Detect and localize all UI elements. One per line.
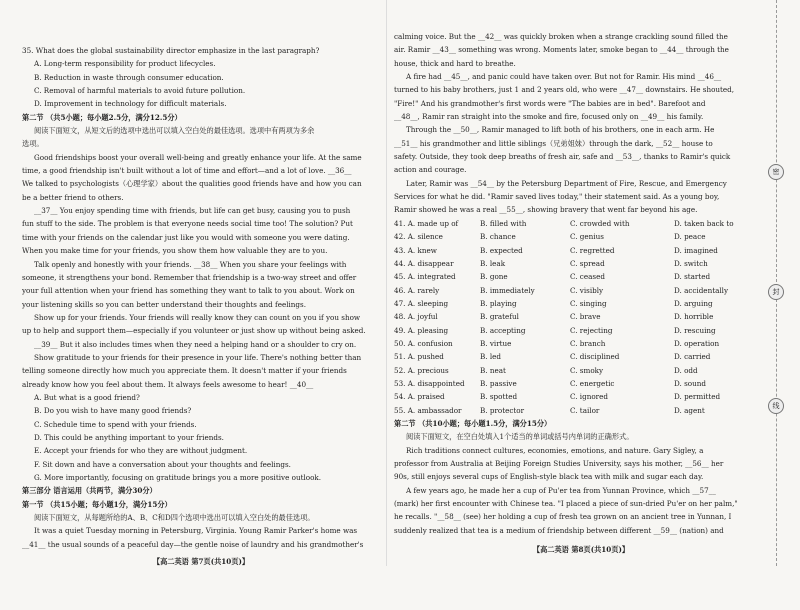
answer-option: 47. A. sleeping — [394, 298, 449, 308]
answer-options-row — [394, 390, 768, 403]
text-line: (mark) her first encounter with Chinese tea. "I placed a piece of sun-dried Pu'er on her palm," — [394, 499, 738, 509]
answer-option: 44. A. disappear — [394, 258, 454, 268]
answer-option: C. crowded with — [570, 218, 630, 228]
text-line: Through the __50__, Ramir managed to lift both of his brothers, one in each arm. He — [406, 125, 715, 135]
text-line: 选项。 — [22, 139, 44, 149]
answer-option: C. visibly — [570, 285, 604, 295]
text-line: B. Reduction in waste through consumer education. — [34, 72, 224, 82]
text-line: F. Sit down and have a conversation about your thoughts and feelings. — [34, 459, 291, 469]
text-line: A. But what is a good friend? — [34, 392, 140, 402]
text-line: __51__ his grandmother and little siblings（兄弟姐妹）through the dark, __52__ house to — [394, 138, 713, 148]
answer-option: C. energetic — [570, 378, 615, 388]
text-line: someone, it strengthens your bond. Remember that friendship is a two-way street and offer — [22, 272, 357, 282]
answer-options-row — [394, 297, 768, 310]
answer-option: C. rejecting — [570, 325, 613, 335]
text-line: D. This could be anything important to your friends. — [34, 432, 224, 442]
answer-option: 50. A. confusion — [394, 338, 453, 348]
answer-option: D. rescuing — [674, 325, 716, 335]
answer-option: C. ceased — [570, 272, 605, 282]
answer-option: B. filled with — [480, 218, 527, 228]
answer-options-row — [394, 284, 768, 297]
answer-option: B. led — [480, 352, 502, 362]
answer-options-row — [394, 217, 768, 230]
text-line: "Fire!" And his grandmother's first words were "The babies are in bed". Barefoot and — [394, 98, 706, 108]
text-line: Rich traditions connect cultures, economies, emotions, and nature. Gary Sigley, a — [406, 445, 704, 455]
answer-option: D. horrible — [674, 312, 714, 322]
answer-options-row — [394, 404, 768, 417]
answer-option: C. ignored — [570, 392, 608, 402]
answer-option: D. carried — [674, 352, 711, 362]
answer-options-row — [394, 377, 768, 390]
text-line: turned to his baby brothers, just 1 and 2 years old, who were __47__ downstairs. He shouted, — [394, 85, 735, 95]
text-line: A few years ago, he made her a cup of Pu'er tea from Yunnan Province, which __57__ — [406, 485, 716, 495]
answer-option: D. permitted — [674, 392, 721, 402]
answer-option: D. peace — [674, 232, 706, 242]
text-line: fun stuff to the side. The problem is that everyone needs social time too! The solution? Put — [22, 219, 353, 229]
text-line: 第二节 （共10小题；每小题1.5分，满分15分） — [394, 418, 552, 428]
answer-option: 46. A. rarely — [394, 285, 440, 295]
column-divider — [386, 0, 387, 566]
text-line: calming voice. But the __42__ was quickly broken when a strange crackling sound filled the — [394, 32, 728, 41]
page-footer: 【高二英语 第7页(共10页)】 — [152, 557, 250, 567]
answer-option: C. genius — [570, 232, 604, 242]
answer-options-row — [394, 270, 768, 283]
text-line: Later, Ramir was __54__ by the Petersburg Department of Fire, Rescue, and Emergency — [406, 178, 727, 188]
answer-option: B. spotted — [480, 392, 518, 402]
binding-seal-bottom: 线 — [768, 398, 784, 414]
answer-option: C. singing — [570, 298, 607, 308]
answer-options-row — [394, 310, 768, 323]
text-line: Ramir showed he was a real __55__, showing bravery that went far beyond his age. — [394, 205, 698, 215]
text-line: Show gratitude to your friends for their presence in your life. There's nothing better than — [34, 352, 362, 362]
text-line: D. Improvement in technology for difficult materials. — [34, 99, 227, 109]
answer-option: 45. A. integrated — [394, 272, 456, 282]
text-line: 35. What does the global sustainability director emphasize in the last paragraph? — [22, 46, 320, 55]
text-line: C. Schedule time to spend with your friends. — [34, 419, 197, 429]
binding-line — [776, 0, 777, 566]
answer-option: B. protector — [480, 405, 525, 415]
answer-option: B. expected — [480, 245, 523, 255]
answer-option: 54. A. praised — [394, 392, 445, 402]
answer-option: C. tailor — [570, 405, 600, 415]
text-line: time, a good friendship isn't built without a lot of time and effort—and a lot of love. __36__ — [22, 166, 352, 176]
answer-option: 49. A. pleasing — [394, 325, 449, 335]
answer-option: D. imagined — [674, 245, 718, 255]
binding-seal-top: 密 — [768, 164, 784, 180]
answer-option: D. taken back to — [674, 218, 734, 228]
text-line: A fire had __45__, and panic could have taken over. But not for Ramir. His mind __46__ — [406, 72, 722, 82]
text-line: Services for what he did. "Ramir saved lives today," their statement said. As a young boy, — [394, 192, 720, 202]
text-line: professor from Australia at Beijing Foreign Studies University, says his mother, __56__ her — [394, 459, 724, 468]
text-line: __41__ the usual sounds of a peaceful day—the gentle noise of laundry and his grandmother's — [22, 539, 364, 549]
text-line: 90s, still enjoys several cups of English-style black tea with milk and sugar each day. — [394, 472, 704, 482]
binding-seal-mid: 封 — [768, 284, 784, 300]
text-line: air. Ramir __43__ something was wrong. Moments later, smoke began to __44__ through the — [394, 45, 729, 55]
answer-option: B. passive — [480, 378, 517, 388]
answer-option: B. playing — [480, 298, 517, 308]
text-line: Talk openly and honestly with your friends. __38__ When you share your feelings with — [34, 259, 347, 269]
answer-option: 51. A. pushed — [394, 352, 444, 362]
answer-option: D. arguing — [674, 298, 713, 308]
answer-option: 53. A. disappointed — [394, 378, 465, 388]
text-line: __39__ But it also includes times when they need a helping hand or a shoulder to cry on. — [34, 339, 357, 349]
text-line: suddenly realized that tea is a medium of friendship between different __59__ (nation) and — [394, 525, 724, 535]
answer-options-row — [394, 244, 768, 257]
answer-option: B. virtue — [480, 338, 512, 348]
answer-option: 55. A. ambassador — [394, 405, 462, 415]
answer-option: B. gone — [480, 272, 508, 282]
answer-option: C. spread — [570, 258, 605, 268]
text-line: house, thick and hard to breathe. — [394, 58, 516, 68]
text-line: 阅读下面短文，在空白处填入1个适当的单词或括号内单词的正确形式。 — [406, 432, 634, 442]
right-page — [394, 0, 768, 596]
answer-option: D. accidentally — [674, 285, 729, 295]
answer-option: D. started — [674, 272, 711, 282]
text-line: already know how you feel about them. It always feels awesome to hear! __40__ — [22, 379, 314, 389]
answer-option: D. odd — [674, 365, 698, 375]
text-line: __48__, Ramir ran straight into the smoke and fire, focused only on __49__ his family. — [394, 112, 704, 122]
text-line: __37__ You enjoy spending time with friends, but life can get busy, causing you to push — [34, 206, 351, 216]
text-line: G. More importantly, focusing on gratitude brings you a more positive outlook. — [34, 473, 322, 482]
text-line: 阅读下面短文，从短文后的选项中选出可以填入空白处的最佳选项。选项中有两项为多余 — [34, 126, 315, 136]
text-line: up to help and support them—especially if you volunteer or just show up without being asked. — [22, 326, 366, 336]
text-line: A. Long-term responsibility for product lifecycles. — [34, 59, 216, 69]
answer-option: 52. A. precious — [394, 365, 449, 375]
text-line: Show up for your friends. Your friends will really know they can count on you if you show — [34, 312, 361, 322]
answer-option: C. disciplined — [570, 352, 620, 362]
text-line: B. Do you wish to have many good friends? — [34, 406, 192, 416]
answer-option: C. brave — [570, 312, 601, 322]
page-footer: 【高二英语 第8页(共10页)】 — [532, 545, 630, 555]
answer-option: D. switch — [674, 258, 708, 268]
text-line: action and courage. — [394, 165, 467, 175]
text-line: be a better friend to others. — [22, 192, 124, 202]
text-line: E. Accept your friends for who they are without judgment. — [34, 446, 248, 456]
text-line: When you make time for your friends, you show them how valuable they are to you. — [22, 246, 328, 256]
answer-option: 43. A. knew — [394, 245, 437, 255]
answer-option: 42. A. silence — [394, 232, 443, 242]
text-line: safety. Outside, they took deep breaths of fresh air, safe and __53__, thanks to Ramir's quick — [394, 152, 731, 162]
answer-option: 48. A. joyful — [394, 312, 438, 322]
text-line: It was a quiet Tuesday morning in Petersburg, Virginia. Young Ramir Parker's home was — [34, 526, 358, 536]
answer-option: D. operation — [674, 338, 720, 348]
answer-option: D. sound — [674, 378, 706, 388]
answer-option: D. agent — [674, 405, 705, 415]
text-line: 第二节 （共5小题；每小题2.5分，满分12.5分） — [22, 112, 182, 122]
answer-option: C. smoky — [570, 365, 604, 375]
text-line: 第三部分 语言运用（共两节，满分30分） — [22, 486, 157, 496]
answer-option: B. neat — [480, 365, 506, 375]
text-line: time with your friends on the calendar just like you would with someone you were dating. — [22, 232, 350, 242]
text-line: he recalls. "__58__ (see) her holding a cup of fresh tea grown on an ancient tree in Yunnan, I — [394, 512, 732, 522]
text-line: 阅读下面短文，从每题所给的A、B、C和D四个选项中选出可以填入空白处的最佳选项。 — [34, 513, 315, 523]
answer-option: C. branch — [570, 338, 606, 348]
answer-options-row — [394, 230, 768, 243]
text-line: We talked to psychologists（心理学家）about the qualities good friends have and how you can — [22, 179, 362, 189]
answer-option: B. accepting — [480, 325, 526, 335]
answer-options-row — [394, 350, 768, 363]
answer-options-row — [394, 324, 768, 337]
answer-option: B. grateful — [480, 312, 519, 322]
text-line: C. Removal of harmful materials to avoid future pollution. — [34, 86, 246, 96]
answer-option: 41. A. made up of — [394, 218, 459, 228]
answer-option: C. regretted — [570, 245, 615, 255]
text-line: your listening skills so you can better understand their thoughts and feelings. — [22, 299, 307, 309]
text-line: 第一节 （共15小题；每小题1分，满分15分） — [22, 499, 172, 509]
text-line: telling someone directly how much you appreciate them. It doesn't matter if your friends — [22, 366, 347, 376]
answer-option: B. leak — [480, 258, 506, 268]
text-line: your full attention when your friend has something they want to talk to you about. Work on — [22, 286, 355, 296]
left-page — [22, 0, 380, 610]
answer-options-row — [394, 364, 768, 377]
answer-options-row — [394, 257, 768, 270]
answer-option: B. chance — [480, 232, 516, 242]
answer-option: B. immediately — [480, 285, 535, 295]
answer-options-row — [394, 337, 768, 350]
text-line: Good friendships boost your overall well-being and greatly enhance your life. At the same — [34, 152, 362, 162]
